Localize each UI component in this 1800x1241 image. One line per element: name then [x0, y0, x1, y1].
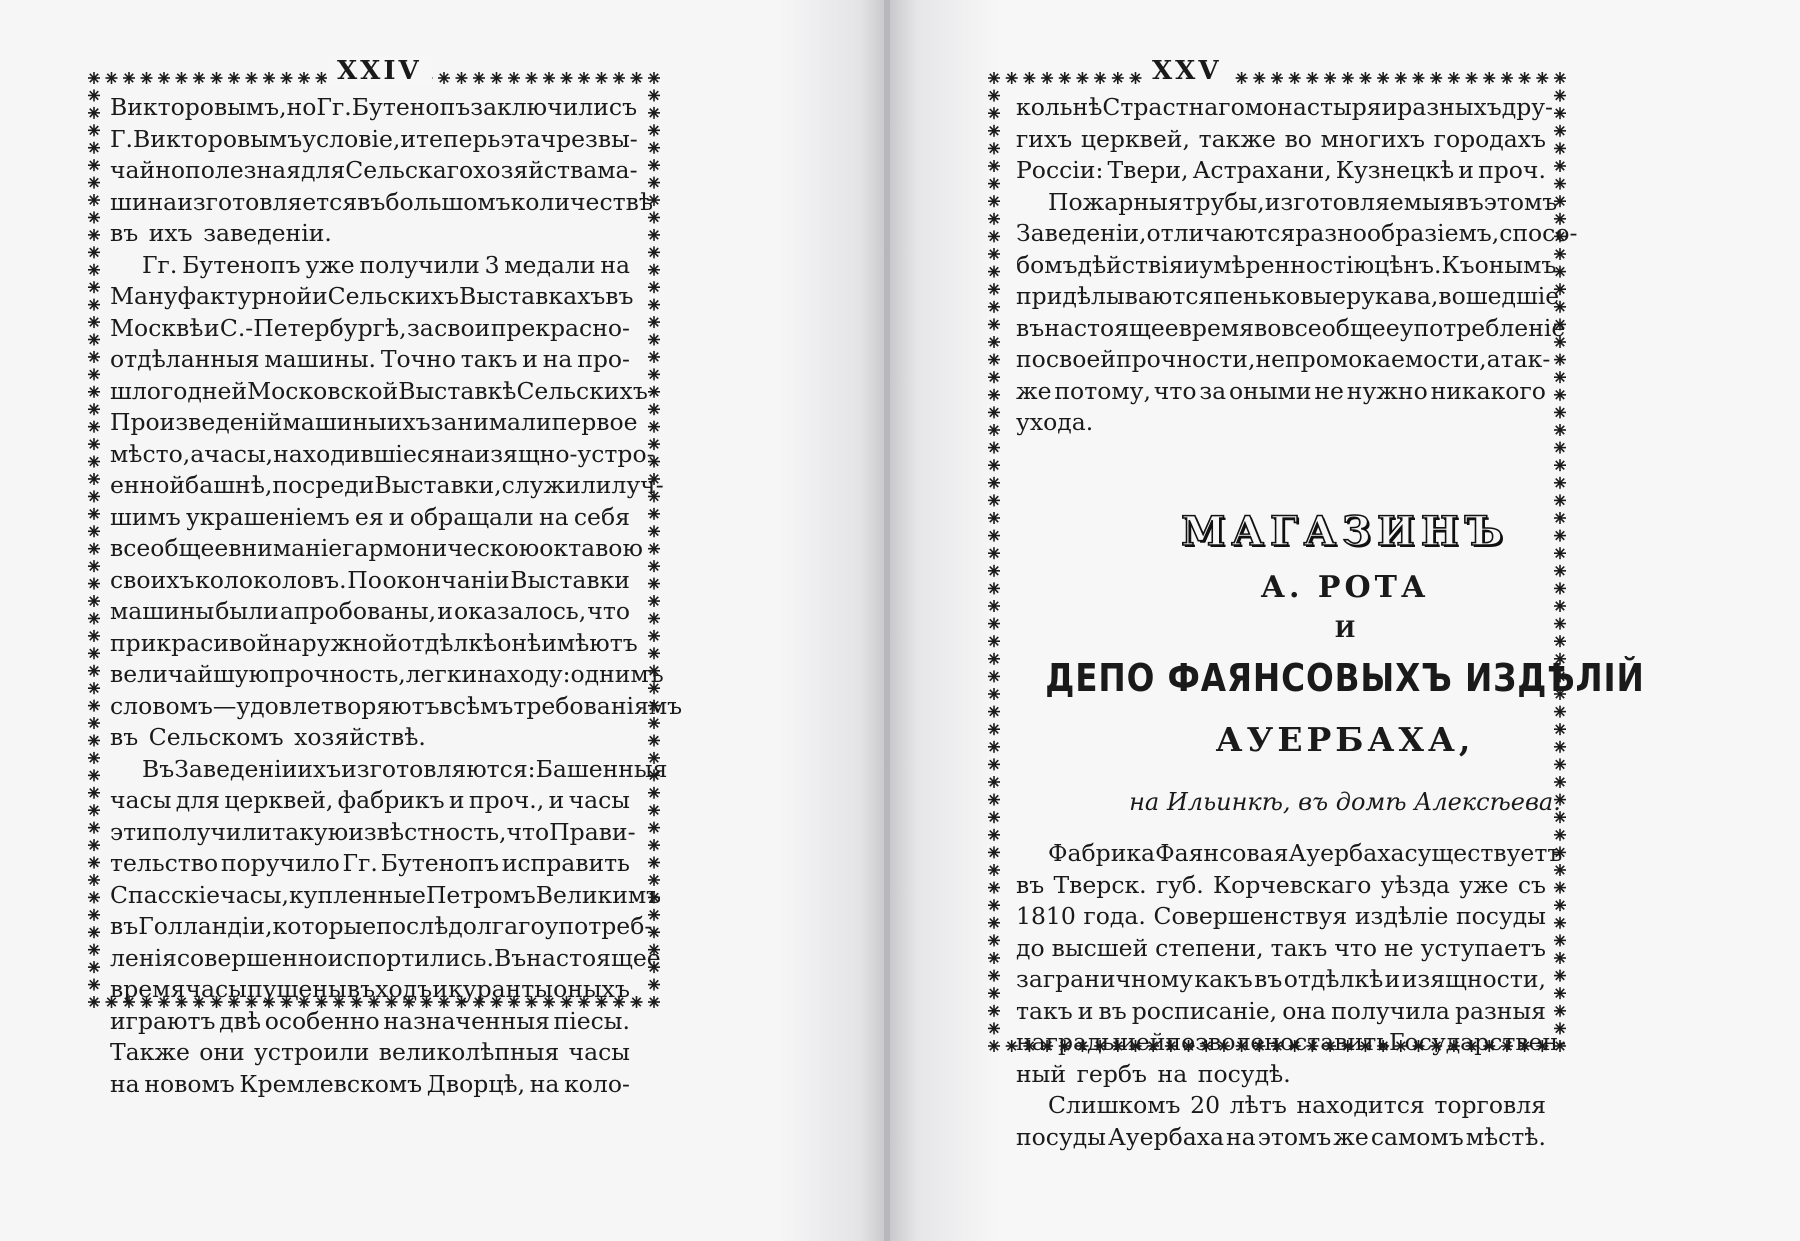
star-ornament-icon: [88, 595, 100, 607]
star-ornament-icon: [1554, 90, 1566, 102]
star-ornament-icon: [988, 72, 1000, 84]
text-line: мѣсто, а часы, находившіеся на изящно-устро-: [110, 439, 655, 468]
text-line: при красивой наружной отдѣлкѣ онѣ имѣютъ: [110, 628, 638, 657]
star-ornament-icon: [631, 72, 643, 84]
star-ornament-icon: [1554, 934, 1566, 946]
star-ornament-icon: [281, 72, 293, 84]
text-line: ленія совершенно испортились. Въ настоящее: [110, 943, 661, 972]
star-ornament-icon: [648, 525, 660, 537]
star-ornament-icon: [88, 891, 100, 903]
text-line: до высшей степени, такъ что не уступаетъ: [1016, 933, 1546, 962]
star-ornament-icon: [1554, 72, 1566, 84]
text-line: шимъ украшеніемъ ея и обращали на себя: [110, 502, 630, 531]
star-ornament-icon: [1554, 406, 1566, 418]
text-line: всеобщее вниманіе гармоническою октавою: [110, 534, 643, 562]
text-line: Спасскіе часы, купленные Петромъ Великимъ: [110, 880, 662, 909]
text-line: чайно полезная для Сельскаго хозяйства ма-: [110, 156, 638, 184]
star-ornament-icon: [1342, 72, 1354, 84]
star-ornament-icon: [1430, 72, 1442, 84]
star-ornament-icon: [88, 560, 100, 572]
star-ornament-icon: [438, 72, 450, 84]
star-ornament-icon: [613, 72, 625, 84]
star-ornament-icon: [988, 706, 1000, 718]
star-ornament-icon: [88, 543, 100, 555]
star-ornament-icon: [1253, 72, 1265, 84]
star-ornament-icon: [988, 160, 1000, 172]
star-ornament-icon: [176, 72, 188, 84]
star-ornament-icon: [1554, 142, 1566, 154]
text-line: заграничному какъ въ отдѣлкѣ и изящности,: [1016, 965, 1546, 993]
star-ornament-icon: [88, 525, 100, 537]
star-ornament-icon: [648, 734, 660, 746]
star-ornament-icon: [988, 934, 1000, 946]
star-ornament-icon: [648, 647, 660, 659]
star-ornament-icon: [988, 882, 1000, 894]
star-ornament-icon: [123, 72, 135, 84]
star-ornament-icon: [648, 107, 660, 119]
star-ornament-icon: [1554, 389, 1566, 401]
text-line: Россіи: Твери, Астрахани, Кузнецкѣ и проч.: [1016, 156, 1546, 184]
star-ornament-icon: [648, 72, 660, 84]
star-ornament-icon: [648, 857, 660, 869]
star-ornament-icon: [193, 72, 205, 84]
star-ornament-icon: [88, 508, 100, 520]
text-line: такъ и въ росписаніе, она получила разныя: [1016, 996, 1546, 1025]
star-ornament-icon: [648, 630, 660, 642]
star-ornament-icon: [1554, 987, 1566, 999]
star-ornament-icon: [88, 334, 100, 346]
text-line: въ Сельскомъ хозяйствѣ.: [110, 723, 426, 751]
star-ornament-icon: [988, 336, 1000, 348]
star-ornament-icon: [456, 72, 468, 84]
star-ornament-icon: [88, 438, 100, 450]
star-ornament-icon: [1554, 354, 1566, 366]
star-ornament-icon: [988, 266, 1000, 278]
text-line: Заведеніи, отличаются разнообразіемъ, спосо-: [1016, 219, 1578, 247]
star-ornament-icon: [543, 72, 555, 84]
store-title: МАГАЗИНЪ: [1181, 508, 1509, 555]
star-ornament-icon: [88, 839, 100, 851]
star-ornament-icon: [988, 899, 1000, 911]
star-ornament-icon: [648, 246, 660, 258]
store-address: на Ильинкѣ, въ домѣ Алексѣева.: [1129, 788, 1561, 816]
right-intro-text: [1016, 92, 1578, 439]
depot-title: ДЕПО ФАЯНСОВЫХЪ ИЗДѢЛІЙ: [1045, 656, 1645, 700]
text-line: тельство поручило Гг. Бутенопъ исправить: [110, 849, 630, 877]
star-ornament-icon: [648, 316, 660, 328]
star-ornament-icon: [1466, 72, 1478, 84]
star-ornament-icon: [1324, 72, 1336, 84]
star-ornament-icon: [228, 72, 240, 84]
star-ornament-icon: [88, 281, 100, 293]
star-ornament-icon: [648, 839, 660, 851]
star-ornament-icon: [88, 386, 100, 398]
star-ornament-icon: [648, 229, 660, 241]
star-ornament-icon: [88, 194, 100, 206]
star-ornament-icon: [1023, 72, 1035, 84]
text-line: Произведеній машины ихъ занимали первое: [110, 408, 638, 436]
star-ornament-icon: [508, 72, 520, 84]
star-ornament-icon: [1554, 459, 1566, 471]
star-ornament-icon: [1554, 442, 1566, 454]
text-line: ухода.: [1016, 408, 1094, 436]
star-ornament-icon: [1554, 160, 1566, 172]
text-line: Викторовымъ, но Гг. Бутенопъ заключили съ: [110, 93, 638, 121]
page-number-right: XXV: [1142, 56, 1232, 86]
left-text-column: [110, 92, 683, 1100]
page-number-left: XXIV: [327, 56, 432, 86]
star-ornament-icon: [648, 578, 660, 590]
star-ornament-icon: [1554, 952, 1566, 964]
star-ornament-icon: [988, 248, 1000, 260]
star-ornament-icon: [1006, 72, 1018, 84]
star-ornament-icon: [88, 996, 100, 1008]
text-line: посуды Ауербаха на этомъ же самомъ мѣстѣ.: [1016, 1122, 1546, 1151]
text-line: Пожарныя трубы, изготовляемыя въ этомъ: [1048, 187, 1558, 216]
star-ornament-icon: [648, 368, 660, 380]
owner-name-auerbach: АУЕРБАХА,: [1215, 720, 1475, 759]
star-ornament-icon: [88, 909, 100, 921]
star-ornament-icon: [648, 612, 660, 624]
text-line: по своей прочности, непромокаемости, а так-: [1016, 345, 1551, 373]
star-ornament-icon: [88, 665, 100, 677]
star-ornament-icon: [88, 700, 100, 712]
text-line: гихъ церквей, также во многихъ городахъ: [1016, 124, 1546, 153]
star-ornament-icon: [648, 142, 660, 154]
star-ornament-icon: [988, 829, 1000, 841]
text-line: Въ Заведеніи ихъ изготовляются: Башенныя: [142, 754, 668, 783]
star-ornament-icon: [88, 351, 100, 363]
star-ornament-icon: [88, 211, 100, 223]
star-ornament-icon: [631, 996, 643, 1008]
star-ornament-icon: [648, 421, 660, 433]
star-ornament-icon: [88, 299, 100, 311]
text-line: въ Тверск. губ. Корчевскаго уѣзда уже съ: [1016, 870, 1546, 899]
text-line: играютъ двѣ особенно назначенныя піесы.: [110, 1006, 630, 1035]
star-ornament-icon: [526, 72, 538, 84]
star-ornament-icon: [648, 159, 660, 171]
text-line: въ настоящее время во всеобщее употребленіе: [1016, 313, 1566, 342]
text-line: эти получили такую извѣстность, что Прави-: [110, 817, 636, 846]
star-ornament-icon: [88, 717, 100, 729]
text-line: бомъ дѣйствія и умѣренностію цѣнъ. Къ онымъ: [1016, 250, 1557, 279]
star-ornament-icon: [988, 301, 1000, 313]
star-ornament-icon: [158, 72, 170, 84]
star-ornament-icon: [578, 72, 590, 84]
star-ornament-icon: [88, 578, 100, 590]
star-ornament-icon: [88, 926, 100, 938]
star-ornament-icon: [1554, 706, 1566, 718]
star-ornament-icon: [263, 72, 275, 84]
text-line: своихъ колоколовъ. По окончаніи Выставки: [110, 565, 630, 594]
text-line: шлогодней Московской Выставкѣ Сельскихъ: [110, 376, 648, 405]
star-ornament-icon: [988, 776, 1000, 788]
star-ornament-icon: [298, 72, 310, 84]
star-ornament-icon: [988, 864, 1000, 876]
star-ornament-icon: [988, 318, 1000, 330]
star-ornament-icon: [988, 406, 1000, 418]
star-ornament-icon: [988, 178, 1000, 190]
star-ornament-icon: [88, 159, 100, 171]
star-ornament-icon: [988, 917, 1000, 929]
star-ornament-icon: [648, 996, 660, 1008]
star-ornament-icon: [988, 1005, 1000, 1017]
star-ornament-icon: [316, 72, 328, 84]
star-ornament-icon: [988, 389, 1000, 401]
star-ornament-icon: [648, 334, 660, 346]
star-ornament-icon: [988, 125, 1000, 137]
star-ornament-icon: [648, 124, 660, 136]
text-line: Слишкомъ 20 лѣтъ находится торговля: [1048, 1091, 1546, 1119]
star-ornament-icon: [1395, 72, 1407, 84]
star-ornament-icon: [88, 124, 100, 136]
text-line: машины были апробованы, и оказалось, что: [110, 597, 630, 625]
star-ornament-icon: [88, 979, 100, 991]
star-ornament-icon: [473, 72, 485, 84]
star-ornament-icon: [1554, 107, 1566, 119]
text-line: ный гербъ на посудѣ.: [1016, 1059, 1291, 1088]
text-line: величайшую прочность, легки на ходу: однимъ: [110, 660, 664, 688]
star-ornament-icon: [1554, 776, 1566, 788]
star-ornament-icon: [1236, 72, 1248, 84]
text-line: Гг. Бутенопъ уже получили 3 медали на: [142, 250, 630, 279]
star-ornament-icon: [988, 952, 1000, 964]
star-ornament-icon: [1483, 72, 1495, 84]
text-line: словомъ—удовлетворяютъ всѣмъ требованіямъ: [110, 691, 683, 720]
star-ornament-icon: [1554, 477, 1566, 489]
star-ornament-icon: [648, 281, 660, 293]
star-ornament-icon: [88, 246, 100, 258]
star-ornament-icon: [988, 107, 1000, 119]
star-ornament-icon: [988, 371, 1000, 383]
text-line: енной башнѣ, посреди Выставки, служили луч-: [110, 471, 664, 499]
star-ornament-icon: [988, 459, 1000, 471]
text-line: Г. Викторовымъ условіе, и теперь эта чрезвы-: [110, 124, 638, 153]
text-line: время часы пущены въ ходъ и куранты оныхъ: [110, 975, 630, 1003]
star-ornament-icon: [88, 944, 100, 956]
star-ornament-icon: [1554, 1005, 1566, 1017]
star-ornament-icon: [88, 473, 100, 485]
star-ornament-icon: [88, 612, 100, 624]
star-ornament-icon: [988, 142, 1000, 154]
text-line: часы для церквей, фабрикъ и проч., и часы: [110, 786, 630, 814]
star-ornament-icon: [988, 90, 1000, 102]
star-ornament-icon: [1094, 72, 1106, 84]
star-ornament-icon: [106, 72, 118, 84]
star-ornament-icon: [88, 403, 100, 415]
star-ornament-icon: [88, 874, 100, 886]
star-ornament-icon: [88, 787, 100, 799]
star-ornament-icon: [88, 804, 100, 816]
text-line: шина изготовляется въ большомъ количествѣ: [110, 187, 654, 216]
star-ornament-icon: [988, 1022, 1000, 1034]
text-line: кольнѣ Страстнаго монастыря и разныхъ дру-: [1016, 93, 1553, 121]
star-ornament-icon: [1059, 72, 1071, 84]
owner-name-rota: А. РОТА: [1260, 570, 1430, 605]
star-ornament-icon: [491, 72, 503, 84]
star-ornament-icon: [1536, 72, 1548, 84]
star-ornament-icon: [1448, 72, 1460, 84]
star-ornament-icon: [1554, 917, 1566, 929]
text-line: же потому, что за оными не нужно никакого: [1016, 376, 1546, 405]
star-ornament-icon: [1413, 72, 1425, 84]
star-ornament-icon: [1112, 72, 1124, 84]
star-ornament-icon: [1554, 125, 1566, 137]
star-ornament-icon: [648, 595, 660, 607]
star-ornament-icon: [988, 442, 1000, 454]
star-ornament-icon: [88, 456, 100, 468]
text-line: Также они устроили великолѣпныя часы: [110, 1038, 630, 1066]
star-ornament-icon: [88, 682, 100, 694]
star-ornament-icon: [988, 846, 1000, 858]
star-ornament-icon: [648, 386, 660, 398]
star-ornament-icon: [648, 89, 660, 101]
star-ornament-icon: [141, 72, 153, 84]
star-ornament-icon: [648, 351, 660, 363]
star-ornament-icon: [246, 72, 258, 84]
star-ornament-icon: [1306, 72, 1318, 84]
star-ornament-icon: [988, 987, 1000, 999]
star-ornament-icon: [88, 734, 100, 746]
star-ornament-icon: [1130, 72, 1142, 84]
star-ornament-icon: [648, 804, 660, 816]
star-ornament-icon: [596, 72, 608, 84]
text-line: въ ихъ заведеніи.: [110, 219, 332, 247]
star-ornament-icon: [648, 543, 660, 555]
text-line: придѣлываются пеньковые рукава, вошедшіе: [1016, 282, 1560, 310]
star-ornament-icon: [88, 264, 100, 276]
text-line: Москвѣ и С.-Петербургѣ, за свои прекрасно-: [110, 313, 630, 342]
star-ornament-icon: [1271, 72, 1283, 84]
star-ornament-icon: [1554, 882, 1566, 894]
star-ornament-icon: [88, 421, 100, 433]
star-ornament-icon: [88, 107, 100, 119]
star-ornament-icon: [88, 142, 100, 154]
star-ornament-icon: [1554, 970, 1566, 982]
star-ornament-icon: [88, 752, 100, 764]
star-ornament-icon: [988, 970, 1000, 982]
star-ornament-icon: [561, 72, 573, 84]
star-ornament-icon: [1554, 758, 1566, 770]
text-line: 1810 года. Совершенствуя издѣліе посуды: [1016, 902, 1546, 930]
star-ornament-icon: [988, 354, 1000, 366]
star-ornament-icon: [988, 230, 1000, 242]
star-ornament-icon: [648, 264, 660, 276]
text-line: награды и ей позволено ставить Государствен-: [1016, 1028, 1567, 1056]
star-ornament-icon: [88, 961, 100, 973]
star-ornament-icon: [1289, 72, 1301, 84]
star-ornament-icon: [88, 490, 100, 502]
star-ornament-icon: [648, 822, 660, 834]
star-ornament-icon: [1501, 72, 1513, 84]
left-page: [0, 0, 886, 1241]
star-ornament-icon: [648, 979, 660, 991]
star-ornament-icon: [988, 213, 1000, 225]
star-ornament-icon: [988, 195, 1000, 207]
star-ornament-icon: [88, 229, 100, 241]
star-ornament-icon: [648, 299, 660, 311]
star-ornament-icon: [1554, 494, 1566, 506]
star-ornament-icon: [88, 857, 100, 869]
right-page: [890, 0, 1800, 1241]
star-ornament-icon: [211, 72, 223, 84]
star-ornament-icon: [88, 647, 100, 659]
star-ornament-icon: [88, 72, 100, 84]
star-ornament-icon: [988, 494, 1000, 506]
text-line: на новомъ Кремлевскомъ Дворцѣ, на коло-: [110, 1069, 630, 1098]
star-ornament-icon: [988, 1040, 1000, 1052]
star-ornament-icon: [1554, 371, 1566, 383]
text-line: Фабрика Фаянсовая Ауербаха существуетъ: [1048, 839, 1563, 867]
star-ornament-icon: [1359, 72, 1371, 84]
star-ornament-icon: [1554, 424, 1566, 436]
right-body-text: [1016, 838, 1567, 1153]
star-ornament-icon: [88, 89, 100, 101]
star-ornament-icon: [1554, 899, 1566, 911]
star-ornament-icon: [988, 477, 1000, 489]
star-ornament-icon: [88, 368, 100, 380]
star-ornament-icon: [648, 787, 660, 799]
text-line: Мануфактурной и Сельскихъ Выставкахъ въ: [110, 282, 634, 310]
text-line: въ Голландіи, которые послѣ долгаго употреб-: [110, 912, 653, 940]
star-ornament-icon: [88, 822, 100, 834]
star-ornament-icon: [988, 758, 1000, 770]
star-ornament-icon: [648, 403, 660, 415]
star-ornament-icon: [88, 316, 100, 328]
star-ornament-icon: [88, 769, 100, 781]
star-ornament-icon: [648, 560, 660, 572]
star-ornament-icon: [1041, 72, 1053, 84]
star-ornament-icon: [988, 424, 1000, 436]
star-ornament-icon: [1519, 72, 1531, 84]
star-ornament-icon: [1076, 72, 1088, 84]
star-ornament-icon: [88, 177, 100, 189]
star-ornament-icon: [1377, 72, 1389, 84]
text-line: отдѣланныя машины. Точно такъ и на про-: [110, 345, 630, 373]
star-ornament-icon: [648, 508, 660, 520]
star-ornament-icon: [988, 283, 1000, 295]
heading-conjunction: И: [1334, 617, 1356, 643]
star-ornament-icon: [88, 630, 100, 642]
